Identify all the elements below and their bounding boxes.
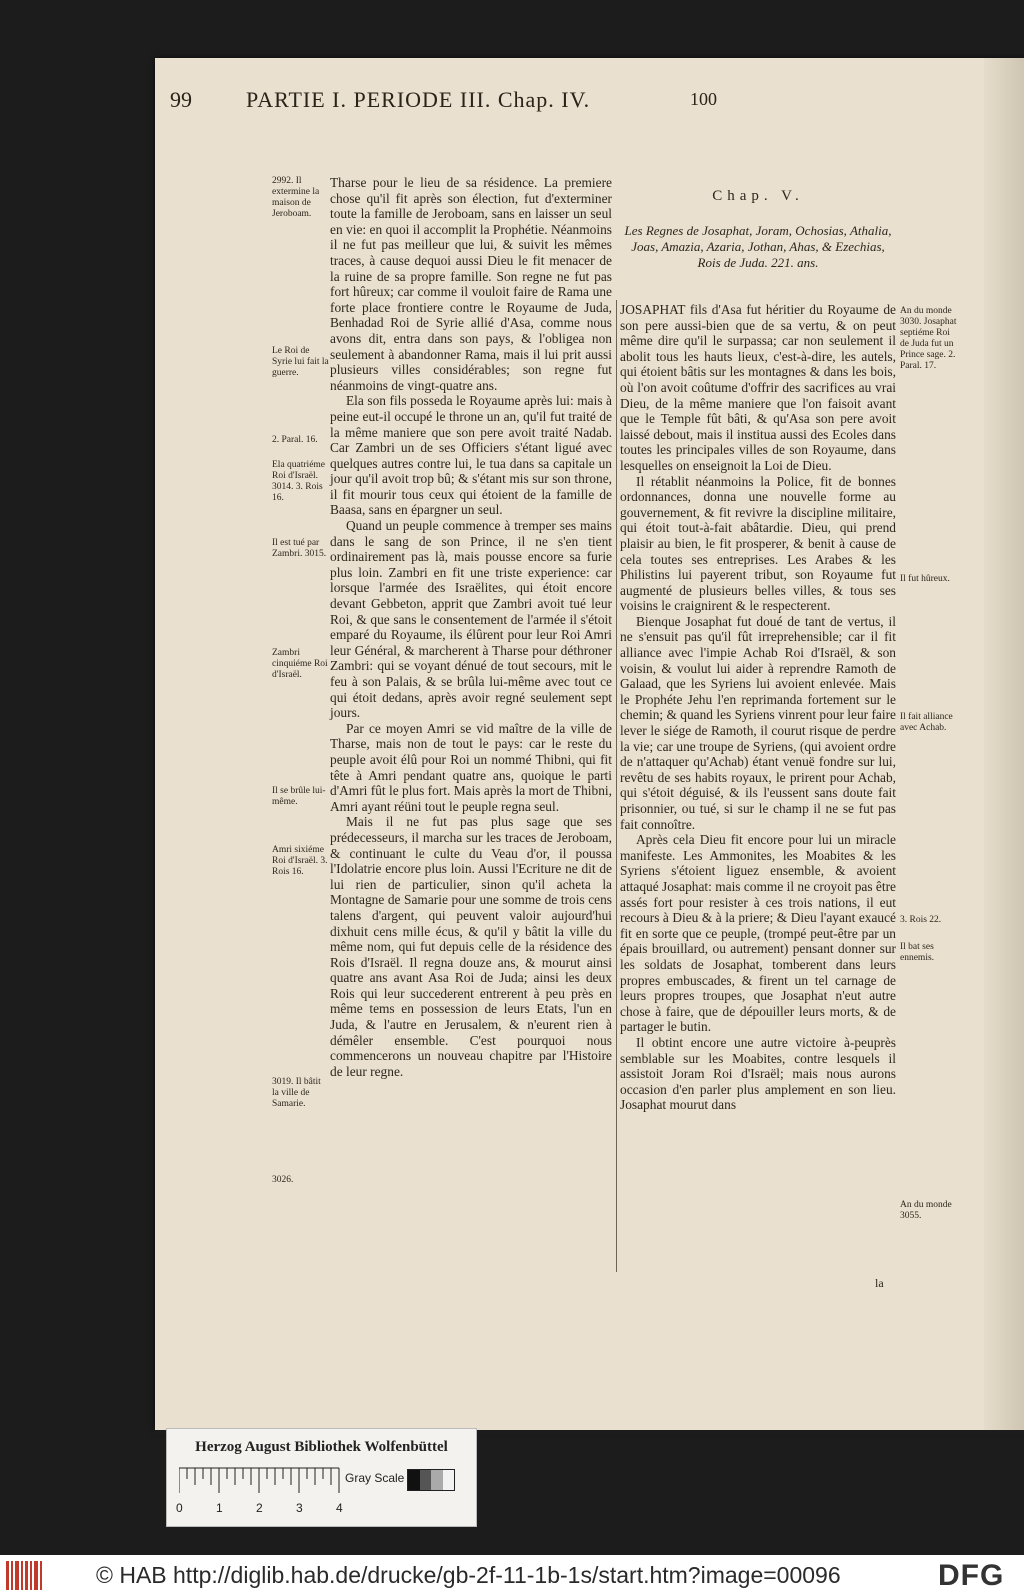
margin-note: Il fait alliance avec Achab. [900, 712, 953, 733]
margin-note: 3. Rois 22. [900, 915, 942, 925]
paragraph: Tharse pour le lieu de sa résidence. La premiere chose qu'il fit après son élection, fut d'exterminer toute la famille de Jeroboam, sans en laisser un seul en vie: en quoi il accomplit la Prophétie. Néanmoins il ne fut pas meilleur que lui, & suivit les mêmes traces, à cause dequoi aussi Dieu le fit menacer de la ruine de sa propre famille. Son regne ne fut pas fort hûreux; car comme il vouloit faire de Rama une forte place frontiere contre le Royaume de Juda, Benhadad Roi de Syrie allié d'Asa, comme nous avons dit, entra dans son pays, & l'obligea non seulement à abandonner Rama, mais il lui prit aussi plusieurs villes considérables; son regne fut néanmoins de vingt-quatre ans. [330, 175, 612, 393]
margin-note: Zambri cinquiéme Roi d'Israël. [272, 648, 328, 680]
gray-scale-label: Gray Scale [345, 1471, 405, 1485]
ruler-scale [179, 1467, 349, 1495]
margin-note: Il bat ses ennemis. [900, 942, 935, 963]
margin-note: An du monde 3030. Josaphat septiéme Roi de Juda fut un Prince sage. 2. Paral. 17. [900, 306, 957, 371]
margin-note: Amri sixiéme Roi d'Israël. 3. Rois 16. [272, 845, 328, 877]
paragraph: Après cela Dieu fit encore pour lui un miracle manifeste. Les Ammonites, les Moabites & les Syriens s'étoient liguez ensemble, & avoient attaqué Josaphat: mais comme il ne croyoit pas être assés fort pour resister à ces trois nations, il eut recours à Dieu & à la priere; & Dieu l'ayant exaucé fit en sorte que ce peuple, (trompé peut-être par un épais brouillard, ou autrement) pensant donner sur les soldats de Josaphat, tomberent dans leurs propres embuscades, & firent un tel carnage de leurs propres troupes, que Josaphat n'eut autre chose à faire, que de dépouiller leurs morts, & de partager le butin. [620, 832, 896, 1035]
paragraph: Bienque Josaphat fut doué de tant de vertus, il ne s'ensuit pas qu'il fût irreprehensible; car il fit alliance avec l'impie Achab Roi d'Israël, & son voisin, & voulut lui aider à reprendre Ramoth de Galaad, que les Syriens lui avoient enlevée. Mais le Prophéte Jehu l'en reprimanda fortement sur le chemin; & quand les Syriens vinrent pour leur faire lever le siége de Ramoth, il courut risque de perdre la vie; car une troupe de Syriens, (qui avoient ordre de n'attaquer qu'Achab) étant venuë fondre sur lui, revêtu de ses habits royaux, le prirent pour Achab, qui s'étoit déguisé, & ils l'eussent sans doute fait prisonnier, ou tué, si sur le champ il ne se fut pas fait connoître. [620, 613, 896, 832]
gray-swatches [407, 1469, 455, 1491]
footer-copyright-link[interactable]: © HAB http://diglib.hab.de/drucke/gb-2f-11-1b-1s/start.htm?image=00096 [96, 1562, 841, 1588]
ruler-numbers [176, 1501, 379, 1517]
paragraph: Il rétablit néanmoins la Police, fit de bonnes ordonnances, donna une nouvelle forme au gouvernement, & fit revivre la discipline militaire, qui étoit tout-à-fait abâtardie. Dieu, qui prend plaisir au bien, le fit prosperer, & benit à cause de cela toutes ses entreprises. Les Arabes & les Philistins lui payerent tribut, son Royaume fut augmenté de plusieurs belles villes, & tous ses voisins le craignirent & le respecterent. [620, 473, 896, 614]
page-edge [984, 58, 1024, 1430]
page-number-left: 99 [170, 87, 192, 112]
gray-swatch [420, 1470, 432, 1490]
margin-note: Le Roi de Syrie lui fait la guerre. [272, 346, 329, 378]
gray-swatch [443, 1470, 455, 1490]
catchword: la [875, 1276, 884, 1290]
paragraph: Par ce moyen Amri se vid maître de la ville de Tharse, mais non de tout le pays: car le reste du peuple avoit élû pour Roi un nommé Thibni, qui fit tête à Amri pendant quatre ans, quoique le parti d'Amri fût le plus fort. Mais après la mort de Thibni, Amri ayant réüni tout le peuple regna seul. [330, 720, 612, 814]
margin-note: 3026. [272, 1175, 294, 1185]
paragraph: Il obtint encore une autre victoire à-peuprès semblable sur les Moabites, contre lesquels il assistoit Joram Roi d'Israël; mais nous aurons occasion d'en parler plus amplement en son lieu. Josaphat mourut dans [620, 1034, 896, 1113]
gray-swatch [431, 1470, 443, 1490]
margin-note: 2. Paral. 16. [272, 435, 318, 445]
right-column [620, 302, 896, 1113]
paragraph: Ela son fils posseda le Royaume après lui: mais à peine eut-il occupé le throne un an, qu'il fut traité de la même maniere que son pere avoit traité Nadab. Car Zambri un de ses Officiers s'étant ligué avec quelques autres contre lui, le tua dans sa capitale un jour qu'il avoit trop bû; & s'étant mis sur son throne, il fit mourir tous ceux qui étoient de la famille de Baasa, sans en épargner un seul. [330, 393, 612, 518]
margin-note: An du monde 3055. [900, 1200, 952, 1221]
gray-swatch [408, 1470, 420, 1490]
library-scale-card [166, 1428, 477, 1527]
running-title: PARTIE I. PERIODE III. Chap. IV. [246, 87, 591, 112]
margin-note: Il se brûle lui-même. [272, 786, 326, 807]
margin-note: 2992. Il extermine la maison de Jeroboam. [272, 176, 320, 219]
library-title: Herzog August Bibliothek Wolfenbüttel [195, 1439, 448, 1455]
page-header [170, 87, 730, 117]
margin-note: Il fut hûreux. [900, 574, 950, 584]
paragraph: Quand un peuple commence à tremper ses mains dans le sang de son Prince, il ne s'en tient ordinairement pas là, mais pousse encore sa furie plus loin. Zambri en fit une triste experience: car lorsque l'armée des Israëlites, qui étoit encore devant Gebbeton, apprit que Zambri avoit tué leur Roi, & que sans le consentement de l'armée il s'étoit emparé du Royaume, ils élûrent pour leur Roi Amri leur Général, & marcherent à Tharse pour déthroner Zambri: qui se voyant dénué de tout secours, mit le feu à son Palais, & se brûla lui-même avec tout ce qui étoit dedans, après avoir regné seulement sept jours. [330, 518, 612, 721]
footer-bar [0, 1555, 1024, 1596]
ruler-number: 0 [176, 1501, 183, 1515]
margin-note: 3019. Il bâtit la ville de Samarie. [272, 1077, 321, 1109]
chapter-title: Chap. V. [712, 188, 804, 204]
left-column [330, 175, 612, 1079]
chapter-subtitle: Les Regnes de Josaphat, Joram, Ochosias, Athalia, Joas, Amazia, Azaria, Jothan, Ahas, & Ezechias, Rois de Juda. 221. ans. [624, 223, 892, 270]
margin-note: Il est tué par Zambri. 3015. [272, 538, 327, 559]
ruler-number: 1 [216, 1501, 223, 1515]
ruler-number: 2 [256, 1501, 263, 1515]
barcode-logo-icon [6, 1559, 46, 1592]
dfg-logo: DFG [938, 1559, 1005, 1592]
chapter-heading [620, 188, 896, 271]
paragraph: Mais il ne fut pas plus sage que ses prédecesseurs, il marcha sur les traces de Jeroboam, & continuant le culte du Veau d'or, il poussa l'Idolatrie encore plus loin. Aussi l'Ecriture ne dit de lui rien de particulier, sinon qu'il acheta la Montagne de Samarie pour une somme de trois cens talens d'argent, qui peuvent valoir aujourd'hui dixhuit cens mille écus, & qu'il y bâtit la ville du même nom, qui fut depuis celle de la résidence des Rois d'Israël. Il regna douze ans, & mourut ainsi quatre ans avant Asa Roi de Juda; ainsi les deux Rois qui leur succederent entrerent à peu près en même tems en possession de leurs Etats, l'un en Juda, & l'autre en Jerusalem, & n'eurent rien à démêler ensemble. C'est pourquoi nous commencerons un nouveau chapitre par l'Histoire de leur regne. [330, 814, 612, 1079]
page-number-right: 100 [690, 89, 717, 109]
ruler-number: 4 [336, 1501, 343, 1515]
margin-note: Ela quatriéme Roi d'Israël. 3014. 3. Rois 16. [272, 460, 326, 503]
column-rule [616, 300, 617, 1272]
ruler-number: 3 [296, 1501, 303, 1515]
paragraph: JOSAPHAT fils d'Asa fut héritier du Royaume de son pere aussi-bien que de sa vertu, & on peut même dire qu'il le surpassa; car non seulement il abolit tous les hauts lieux, c'est-à-dire, les autels, qui étoient bâtis sur les montagnes & dans les bois, où l'on avoit coûtume d'offrir des sacrifices au vrai Dieu, de la même maniere que l'on faisoit avant que le Temple fût bâti, & qu'Asa son pere avoit laissé debout, mais il institua aussi des Ecoles dans toutes les principales villes de son Royaume, dans lesquelles on enseignoit la Loi de Dieu. [620, 302, 896, 473]
